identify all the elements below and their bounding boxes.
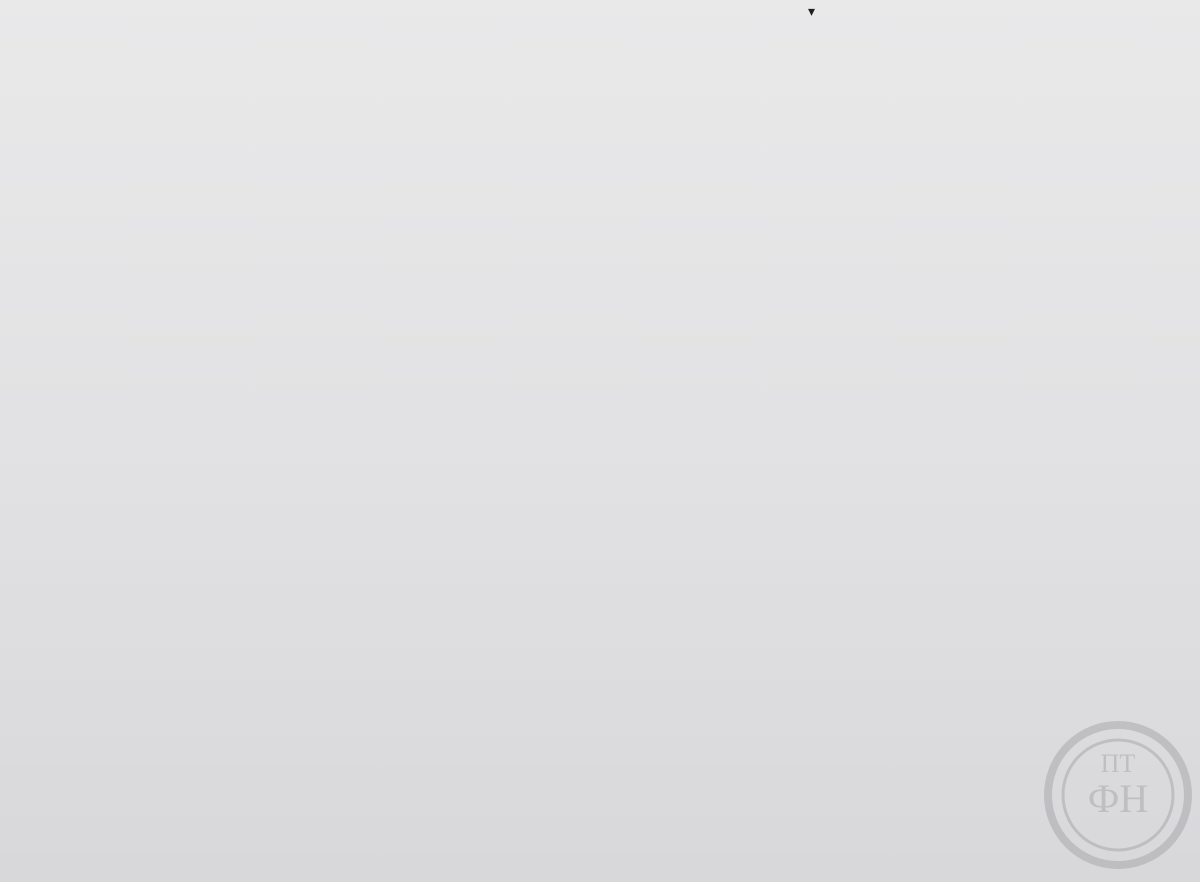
stamp-seal xyxy=(1040,720,1195,870)
page-mark: ▾ xyxy=(808,5,816,20)
svg-text:ПТ: ПТ xyxy=(1100,749,1136,778)
svg-text:ФН: ФН xyxy=(1087,776,1149,821)
